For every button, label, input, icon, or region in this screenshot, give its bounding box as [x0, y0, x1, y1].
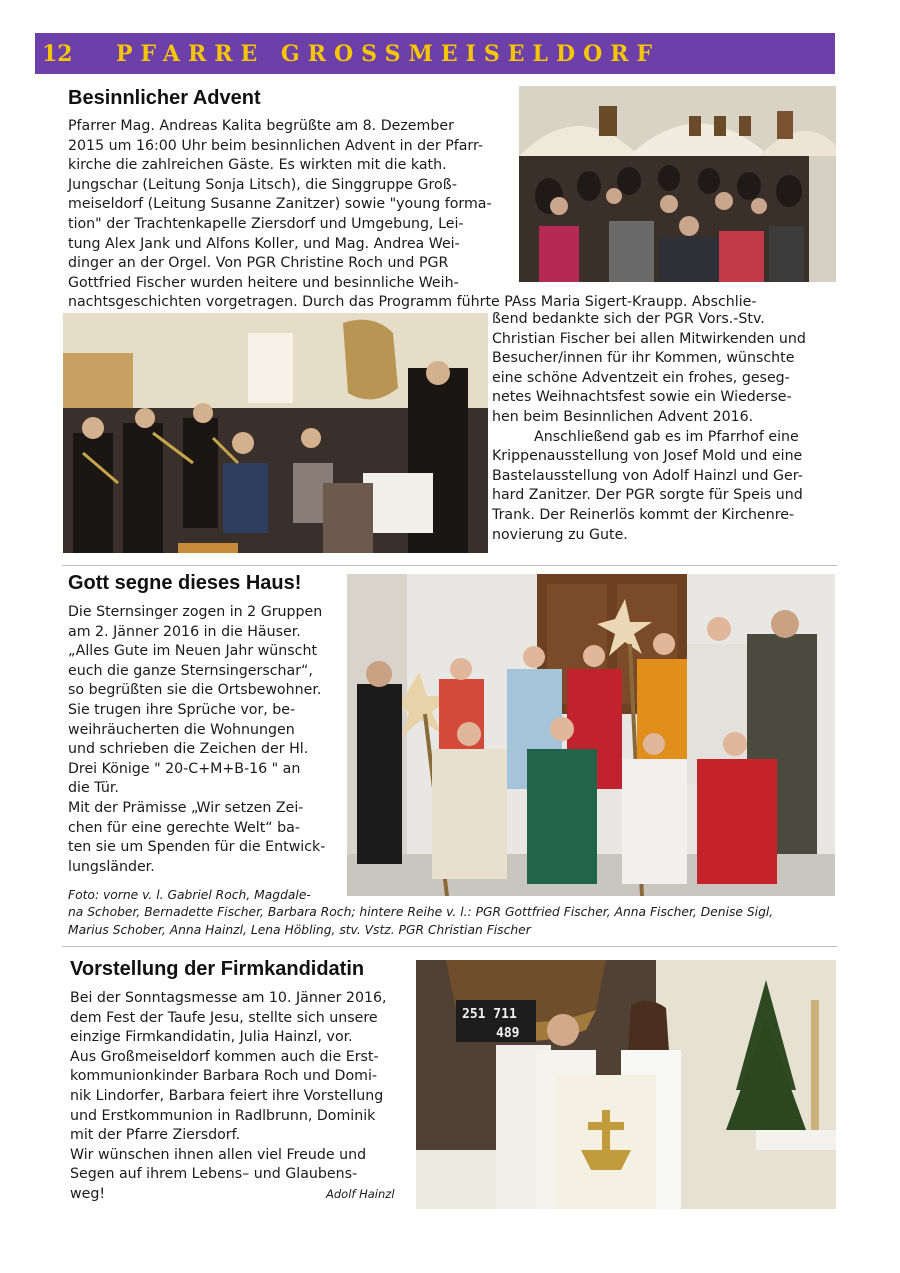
text-line: mit der Pfarre Ziersdorf.	[70, 1127, 241, 1144]
advent-text-top	[68, 117, 516, 293]
haus-heading: Gott segne dieses Haus!	[68, 572, 302, 594]
photo-caption	[68, 887, 848, 939]
text-line: tung Alex Jank und Alfons Koller, und Mag. Andrea Wei-	[68, 235, 460, 252]
text-line: die Tür.	[68, 780, 119, 797]
text-line: kommunionkinder Barbara Roch und Domi-	[70, 1068, 378, 1085]
section-divider	[62, 565, 837, 566]
photo-orchestra	[63, 313, 488, 553]
text-line: Die Sternsinger zogen in 2 Gruppen	[68, 604, 323, 620]
page-header-band	[35, 33, 835, 74]
text-line: kirche die zahlreichen Gäste. Es wirkten mit die kath.	[68, 157, 447, 174]
firm-heading: Vorstellung der Firmkandidatin	[70, 958, 365, 980]
advent-heading: Besinnlicher Advent	[68, 87, 261, 109]
firm-text	[70, 989, 404, 1205]
text-line: weg!	[70, 1185, 106, 1202]
text-line: Aus Großmeiseldorf kommen auch die Erst-	[70, 1048, 379, 1065]
text-line: nachtsgeschichten vorgetragen. Durch das Programm führte PAss Maria Sigert-Kraupp. Abschlie-	[68, 294, 757, 310]
text-line: lungsländer.	[68, 858, 155, 875]
text-line: ten sie um Spenden für die Entwick-	[68, 839, 326, 856]
text-line: novierung zu Gute.	[492, 526, 628, 543]
text-line: Krippenausstellung von Josef Mold und eine	[492, 448, 803, 465]
text-line: chen für eine gerechte Welt“ ba-	[68, 819, 300, 836]
caption-line: Marius Schober, Anna Hainzl, Lena Höbling, stv. Vstz. PGR Christian Fischer	[68, 922, 531, 937]
caption-line: na Schober, Bernadette Fischer, Barbara Roch; hintere Reihe v. l.: PGR Gottfried Fischer, Anna Fischer, Denise Sigl,	[68, 905, 774, 920]
text-line: hard Zanitzer. Der PGR sorgte für Speis und	[492, 487, 803, 504]
page-number: 12	[42, 40, 73, 67]
text-line: „Alles Gute im Neuen Jahr wünscht	[68, 643, 318, 660]
text-line: Jungschar (Leitung Sonja Litsch), die Singgruppe Groß-	[68, 176, 458, 193]
text-line: tion" der Trachtenkapelle Ziersdorf und Umgebung, Lei-	[68, 215, 464, 232]
text-line: Trank. Der Reinerlös kommt der Kirchenre-	[492, 506, 795, 523]
text-line: Bastelausstellung von Adolf Hainzl und Ger-	[492, 467, 803, 484]
text-line: Anschließend gab es im Pfarrhof eine	[534, 428, 799, 445]
text-line: Sie trugen ihre Sprüche vor, be-	[68, 701, 296, 718]
text-line: 2015 um 16:00 Uhr beim besinnlichen Advent in der Pfarr-	[68, 137, 484, 154]
text-line: Gottfried Fischer wurden heitere und besinnliche Weih-	[68, 274, 459, 291]
photo-firmkandidatin	[416, 960, 836, 1209]
photo-church-audience	[519, 86, 836, 282]
text-line: eine schöne Adventzeit ein frohes, geseg-	[492, 369, 790, 386]
text-line: euch die ganze Sternsingerschar“,	[68, 662, 313, 679]
newsletter-title: PFARRE GROSSMEISELDORF	[116, 40, 661, 67]
section-divider	[62, 946, 837, 947]
text-line: so begrüßten sie die Ortsbewohner.	[68, 682, 322, 699]
text-line: Mit der Prämisse „Wir setzen Zei-	[68, 799, 304, 816]
text-line: Besucher/innen für ihr Kommen, wünschte	[492, 350, 795, 367]
text-line: meiseldorf (Leitung Susanne Zanitzer) sowie "young forma-	[68, 196, 492, 213]
text-line: Segen auf ihrem Lebens– und Glaubens-	[70, 1166, 358, 1183]
text-line: netes Weihnachtsfest sowie ein Wiederse-	[492, 389, 792, 406]
text-line: hen beim Besinnlichen Advent 2016.	[492, 408, 754, 425]
text-line: dinger an der Orgel. Von PGR Christine Roch und PGR	[68, 255, 449, 272]
text-line: Pfarrer Mag. Andreas Kalita begrüßte am 8. Dezember	[68, 118, 454, 134]
text-line: Wir wünschen ihnen allen viel Freude und	[70, 1146, 367, 1163]
text-line: einzige Firmkandidatin, Julia Hainzl, vor.	[70, 1029, 353, 1046]
text-line: und Erstkommunion in Radlbrunn, Dominik	[70, 1107, 376, 1124]
text-line: Bei der Sonntagsmesse am 10. Jänner 2016,	[70, 990, 387, 1006]
author-signature: Adolf Hainzl	[326, 1187, 395, 1201]
advent-text-right	[492, 310, 832, 545]
hymn-board-top: 251 711	[462, 1007, 517, 1022]
text-line: nik Lindorfer, Barbara feiert ihre Vorstellung	[70, 1087, 384, 1104]
text-line: Christian Fischer bei allen Mitwirkenden und	[492, 330, 806, 347]
photo-sternsinger	[347, 574, 835, 896]
text-line: und schrieben die Zeichen der Hl.	[68, 741, 309, 758]
hymn-board-bottom: 489	[496, 1026, 520, 1041]
text-line: ßend bedankte sich der PGR Vors.-Stv.	[492, 311, 765, 327]
haus-text	[68, 603, 342, 877]
text-line: weihräucherten die Wohnungen	[68, 721, 295, 738]
caption-line: Foto: vorne v. l. Gabriel Roch, Magdale-	[68, 888, 311, 902]
text-line: Drei Könige " 20-C+M+B-16 " an	[68, 760, 301, 777]
text-line: am 2. Jänner 2016 in die Häuser.	[68, 623, 301, 640]
text-line: dem Fest der Taufe Jesu, stellte sich unsere	[70, 1009, 378, 1026]
